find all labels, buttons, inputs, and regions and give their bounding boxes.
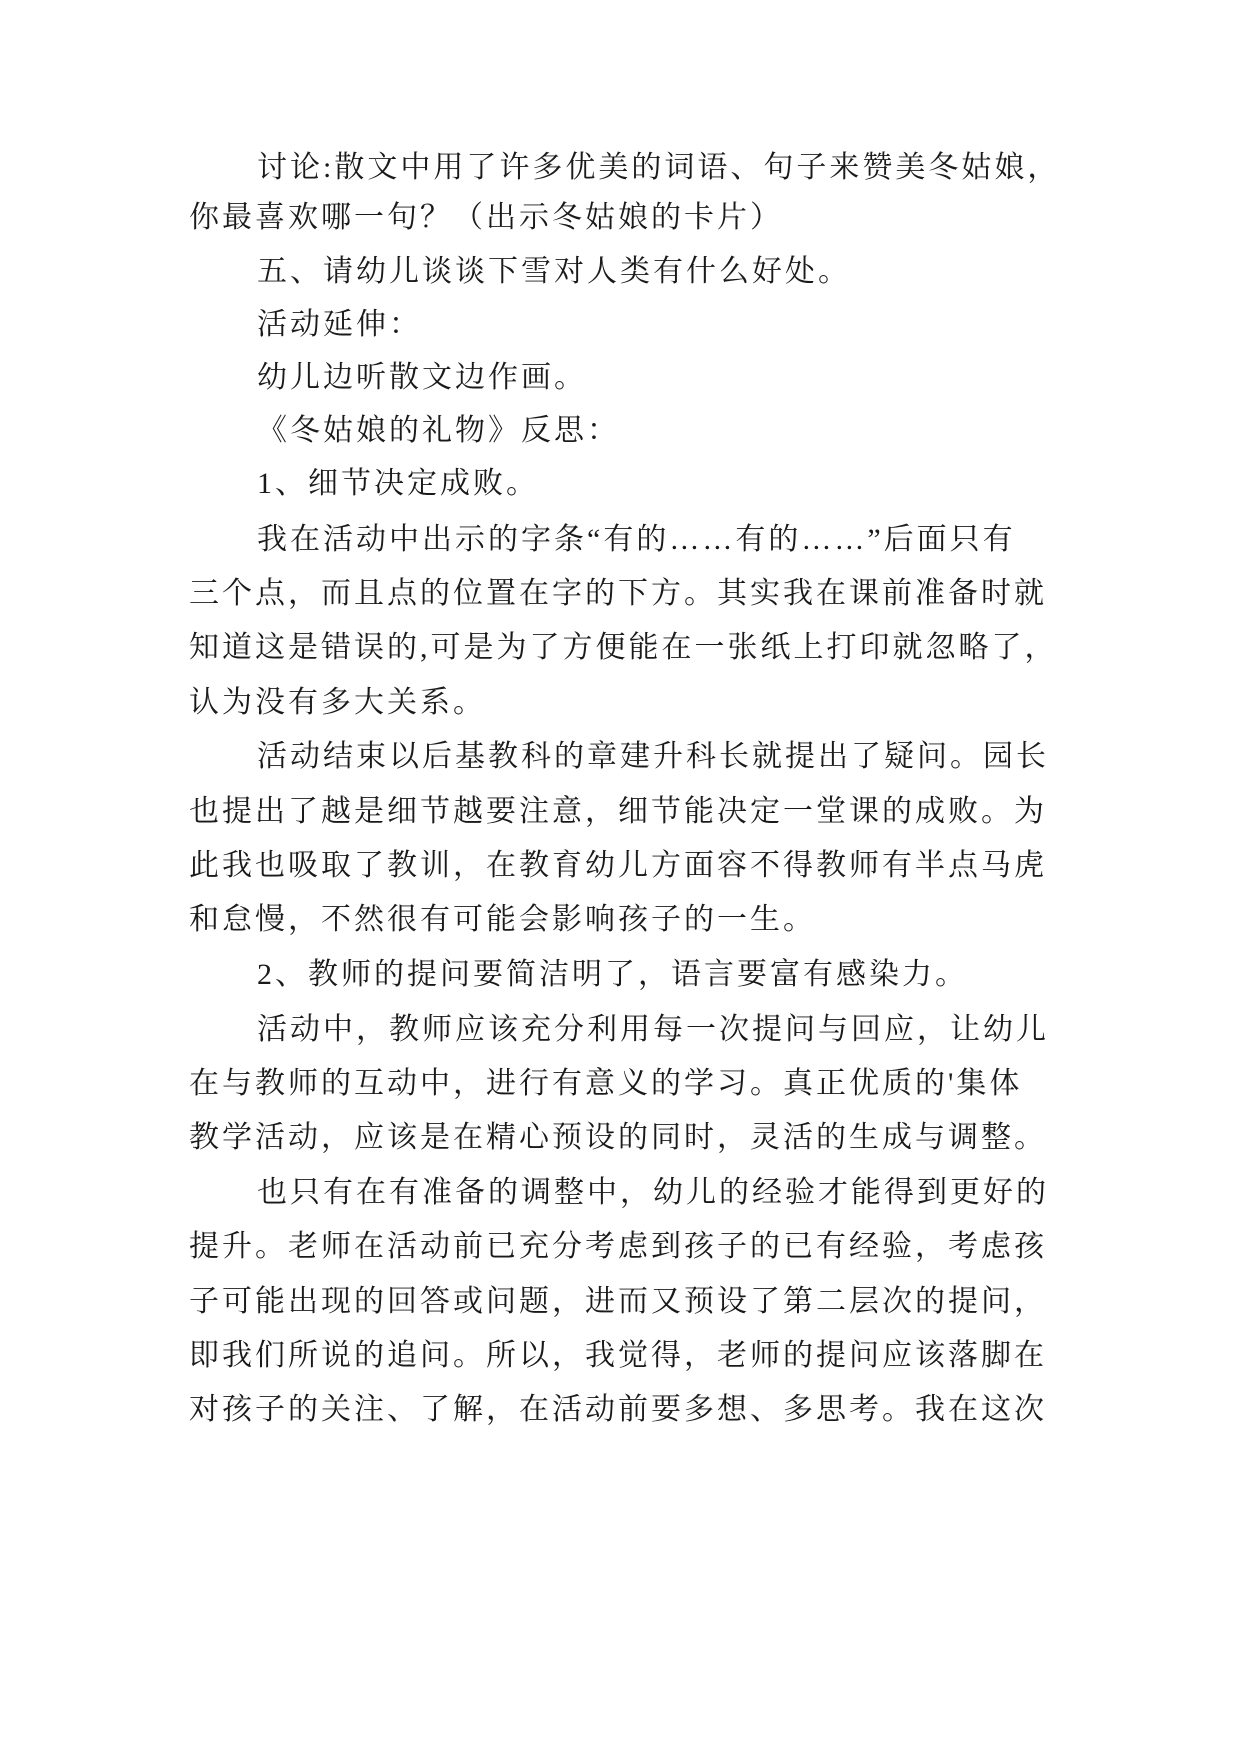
text-line: 我在活动中出示的字条“有的……有的……”后面只有 (257, 523, 1016, 556)
text-line: 也只有在有准备的调整中，幼儿的经验才能得到更好的 (257, 1176, 1049, 1209)
text-line: 对孩子的关注、了解，在活动前要多想、多思考。我在这次 (189, 1393, 1047, 1426)
text-line: 你最喜欢哪一句？（出示冬姑娘的卡片） (189, 201, 783, 234)
text-line: 和怠慢，不然很有可能会影响孩子的一生。 (189, 903, 816, 936)
text-line: 教学活动，应该是在精心预设的同时，灵活的生成与调整。 (189, 1121, 1047, 1154)
text-line: 五、请幼儿谈谈下雪对人类有什么好处。 (257, 255, 851, 288)
text-line: 即我们所说的追问。所以，我觉得，老师的提问应该落脚在 (189, 1339, 1047, 1372)
text-line: 2、教师的提问要简洁明了，语言要富有感染力。 (257, 958, 968, 991)
text-line: 《冬姑娘的礼物》反思： (257, 414, 620, 447)
text-line: 也提出了越是细节越要注意，细节能决定一堂课的成败。为 (189, 795, 1047, 828)
text-line: 知道这是错误的,可是为了方便能在一张纸上打印就忽略了， (189, 631, 1058, 664)
text-line: 活动延伸： (257, 308, 422, 341)
text-line: 在与教师的互动中，进行有意义的学习。真正优质的'集体 (189, 1067, 1023, 1100)
text-line: 子可能出现的回答或问题，进而又预设了第二层次的提问， (189, 1285, 1047, 1318)
text-line: 此我也吸取了教训，在教育幼儿方面容不得教师有半点马虎 (189, 849, 1047, 882)
text-line: 提升。老师在活动前已充分考虑到孩子的已有经验，考虑孩 (189, 1230, 1047, 1263)
text-line: 活动中，教师应该充分利用每一次提问与回应，让幼儿 (257, 1013, 1049, 1046)
text-line: 活动结束以后基教科的章建升科长就提出了疑问。园长 (257, 740, 1049, 773)
text-line: 认为没有多大关系。 (189, 686, 486, 719)
text-line: 三个点，而且点的位置在字的下方。其实我在课前准备时就 (189, 577, 1047, 610)
text-line: 讨论:散文中用了许多优美的词语、句子来赞美冬姑娘， (257, 151, 1061, 184)
text-line: 1、细节决定成败。 (257, 467, 539, 500)
text-line: 幼儿边听散文边作画。 (257, 361, 587, 394)
